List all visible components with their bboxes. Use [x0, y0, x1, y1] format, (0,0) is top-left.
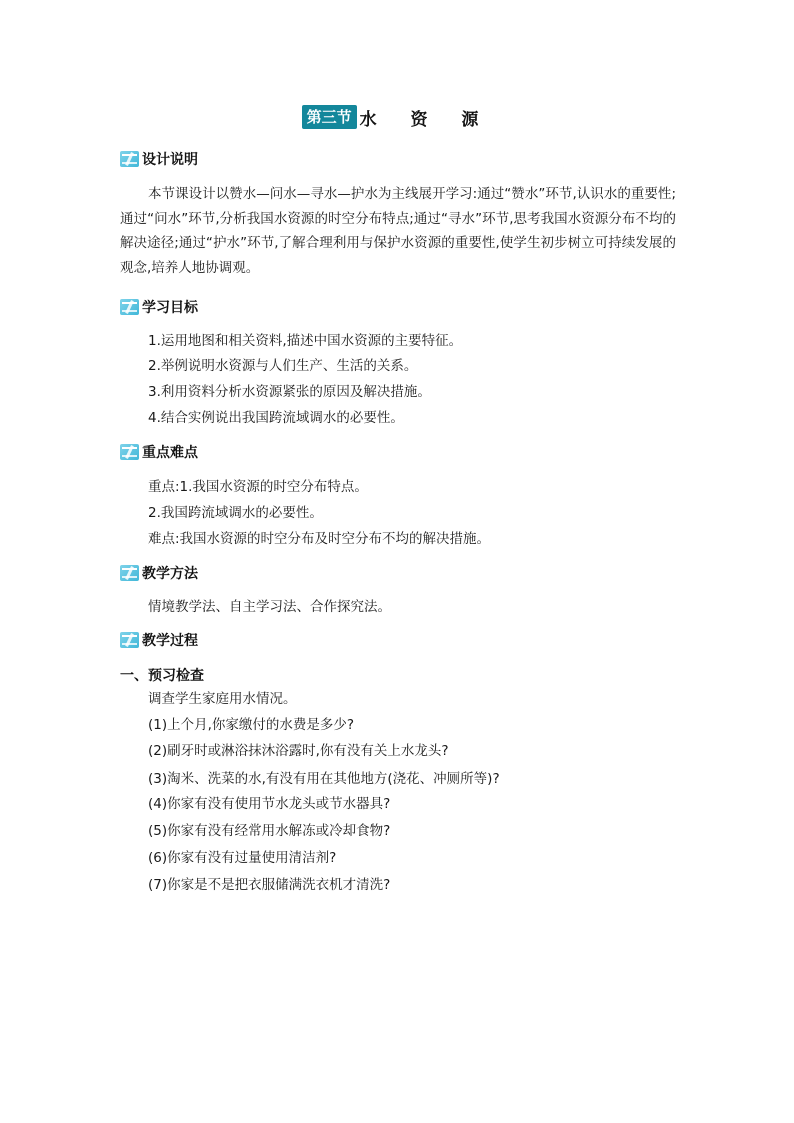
process-heading-label: 教学过程 [142, 633, 198, 649]
goal-item: 3.利用资料分析水资源紧张的原因及解决措施。 [148, 384, 431, 400]
book-icon [120, 151, 139, 167]
page-title: 水 资 源 [359, 109, 493, 130]
section-number-badge: 第三节 [302, 105, 357, 129]
goal-item: 4.结合实例说出我国跨流域调水的必要性。 [148, 410, 404, 426]
design-heading-label: 设计说明 [142, 152, 198, 168]
book-icon [120, 444, 139, 460]
book-icon [120, 565, 139, 581]
question-item: (5)你家有没有经常用水解冻或冷却食物? [148, 823, 391, 839]
book-icon [120, 299, 139, 315]
question-item: (7)你家是不是把衣服储满洗衣机才清洗? [148, 877, 391, 893]
process-intro: 调查学生家庭用水情况。 [148, 691, 297, 707]
process-heading [120, 630, 198, 650]
question-item: (1)上个月,你家缴付的水费是多少? [148, 717, 355, 733]
page-title-row [0, 102, 794, 132]
keypoints-heading [120, 442, 198, 462]
keypoint-item: 2.我国跨流域调水的必要性。 [148, 505, 323, 521]
methods-body: 情境教学法、自主学习法、合作探究法。 [148, 599, 391, 615]
design-body: 本节课设计以赞水—问水—寻水—护水为主线展开学习:通过“赞水”环节,认识水的重要性;通过“问水”环节,分析我国水资源的时空分布特点;通过“寻水”环节,思考我国水资源分布不均的解决途径;通过“护水”环节,了解合理利用与保护水资源的重要性,使学生初步树立可持续发展的观念,培养人地协调观。 [120, 186, 676, 276]
question-item: (2)刷牙时或淋浴抹沐浴露时,你有没有关上水龙头? [148, 743, 449, 759]
preview-check-heading: 一、预习检查 [120, 668, 204, 684]
methods-heading [120, 563, 198, 583]
keypoint-item: 难点:我国水资源的时空分布及时空分布不均的解决措施。 [148, 531, 491, 547]
goals-heading-label: 学习目标 [142, 300, 198, 316]
question-item: (3)淘米、洗菜的水,有没有用在其他地方(浇花、冲厕所等)? [148, 771, 500, 787]
keypoints-heading-label: 重点难点 [142, 445, 198, 461]
design-heading [120, 149, 198, 169]
book-icon [120, 632, 139, 648]
goal-item: 2.举例说明水资源与人们生产、生活的关系。 [148, 358, 418, 374]
methods-heading-label: 教学方法 [142, 566, 198, 582]
goal-item: 1.运用地图和相关资料,描述中国水资源的主要特征。 [148, 333, 463, 349]
question-item: (4)你家有没有使用节水龙头或节水器具? [148, 796, 391, 812]
keypoint-item: 重点:1.我国水资源的时空分布特点。 [148, 479, 368, 495]
goals-heading [120, 297, 198, 317]
question-item: (6)你家有没有过量使用清洁剂? [148, 850, 337, 866]
